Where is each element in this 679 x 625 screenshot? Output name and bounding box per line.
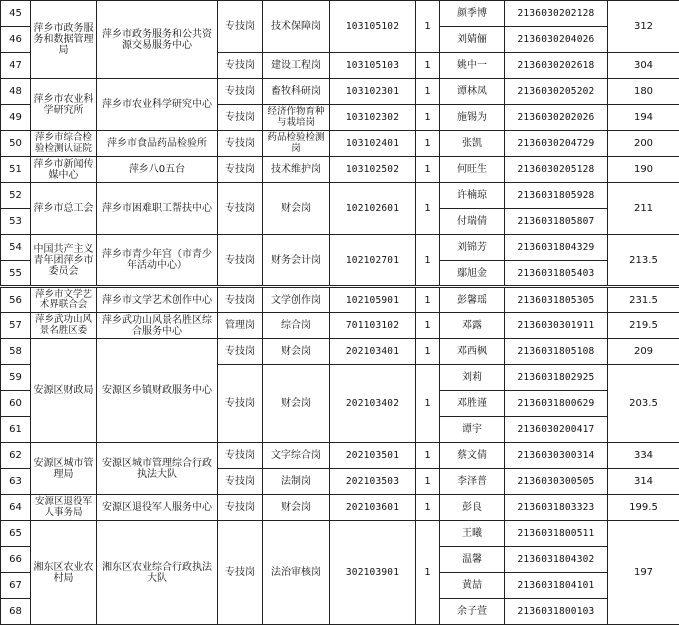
name-cell: 谭林凤 [440, 79, 505, 105]
score-cell: 200 [608, 131, 679, 157]
post-code-cell: 202103501 [330, 443, 416, 469]
hire-count-cell: 1 [416, 339, 440, 365]
post-type-cell: 专技岗 [218, 235, 263, 287]
score-cell: 197 [608, 521, 679, 625]
score-cell: 219.5 [608, 313, 679, 339]
table-row [1, 79, 679, 105]
seq-cell: 46 [1, 27, 31, 53]
table-row [1, 183, 679, 209]
unit-cell: 萍乡市农业科学研究中心 [97, 79, 218, 131]
exam-id-cell: 2136031802925 [505, 365, 608, 391]
score-cell: 231.5 [608, 287, 679, 313]
name-cell: 刘锦芳 [440, 235, 505, 261]
exam-id-cell: 2136031804329 [505, 235, 608, 261]
hire-count-cell: 1 [416, 287, 440, 313]
score-cell: 180 [608, 79, 679, 105]
hire-count-cell: 1 [416, 521, 440, 625]
exam-id-cell: 2136030204026 [505, 27, 608, 53]
seq-cell: 65 [1, 521, 31, 547]
hire-count-cell: 1 [416, 235, 440, 287]
post-name-cell: 技术维护岗 [263, 157, 330, 183]
seq-cell: 52 [1, 183, 31, 209]
post-code-cell: 102102701 [330, 235, 416, 287]
seq-cell: 53 [1, 209, 31, 235]
post-code-cell: 102102601 [330, 183, 416, 235]
seq-cell: 58 [1, 339, 31, 365]
unit-cell: 安源区城市管理综合行政执法大队 [97, 443, 218, 495]
post-type-cell: 专技岗 [218, 469, 263, 495]
seq-cell: 61 [1, 417, 31, 443]
table-row [1, 1, 679, 27]
post-name-cell: 药品检验检测岗 [263, 131, 330, 157]
score-cell: 213.5 [608, 235, 679, 287]
table-row [1, 521, 679, 547]
unit-cell: 安源区退役军人服务中心 [97, 495, 218, 521]
exam-id-cell: 2136030205128 [505, 157, 608, 183]
post-name-cell: 文学创作岗 [263, 287, 330, 313]
post-name-cell: 综合岗 [263, 313, 330, 339]
post-type-cell: 专技岗 [218, 131, 263, 157]
hire-count-cell: 1 [416, 79, 440, 105]
name-cell: 付瑞倩 [440, 209, 505, 235]
name-cell: 彭良 [440, 495, 505, 521]
table-row [1, 287, 679, 313]
department-cell: 萍乡市综合检验检测认证院 [31, 131, 97, 157]
seq-cell: 67 [1, 573, 31, 599]
post-code-cell: 103105103 [330, 53, 416, 79]
unit-cell: 萍乡武功山风景名胜区综合服务中心 [97, 313, 218, 339]
hire-count-cell: 1 [416, 1, 440, 53]
post-type-cell: 专技岗 [218, 79, 263, 105]
hire-count-cell: 1 [416, 183, 440, 235]
seq-cell: 64 [1, 495, 31, 521]
seq-cell: 54 [1, 235, 31, 261]
post-name-cell: 财会岗 [263, 339, 330, 365]
department-cell: 中国共产主义青年团萍乡市委员会 [31, 235, 97, 287]
name-cell: 黄喆 [440, 573, 505, 599]
score-cell: 199.5 [608, 495, 679, 521]
unit-cell: 安源区乡镇财政服务中心 [97, 339, 218, 443]
post-name-cell: 财会岗 [263, 495, 330, 521]
name-cell: 许楠琼 [440, 183, 505, 209]
name-cell: 蔡文倩 [440, 443, 505, 469]
name-cell: 姚中一 [440, 53, 505, 79]
exam-id-cell: 2136030300505 [505, 469, 608, 495]
table-row [1, 339, 679, 365]
exam-id-cell: 2136031805403 [505, 261, 608, 287]
seq-cell: 56 [1, 287, 31, 313]
exam-id-cell: 2136030202128 [505, 1, 608, 27]
post-type-cell: 管理岗 [218, 313, 263, 339]
post-name-cell: 财务会计岗 [263, 235, 330, 287]
exam-id-cell: 2136031804302 [505, 547, 608, 573]
name-cell: 何旺生 [440, 157, 505, 183]
exam-id-cell: 2136031803323 [505, 495, 608, 521]
post-code-cell: 202103402 [330, 365, 416, 443]
post-name-cell: 技术保障岗 [263, 1, 330, 53]
hire-count-cell: 1 [416, 131, 440, 157]
exam-id-cell: 2136030300314 [505, 443, 608, 469]
name-cell: 邓胜谨 [440, 391, 505, 417]
post-code-cell: 103102502 [330, 157, 416, 183]
department-cell: 萍乡市新闻传媒中心 [31, 157, 97, 183]
post-code-cell: 103102302 [330, 105, 416, 131]
exam-id-cell: 2136031805305 [505, 287, 608, 313]
score-cell: 334 [608, 443, 679, 469]
name-cell: 谭宇 [440, 417, 505, 443]
exam-id-cell: 2136030202026 [505, 105, 608, 131]
table-row [1, 443, 679, 469]
post-code-cell: 103102401 [330, 131, 416, 157]
score-cell: 190 [608, 157, 679, 183]
name-cell: 刘莉 [440, 365, 505, 391]
department-cell: 湘东区农业农村局 [31, 521, 97, 625]
unit-cell: 萍乡市政务服务和公共资源交易服务中心 [97, 1, 218, 79]
name-cell: 施锡为 [440, 105, 505, 131]
name-cell: 彭馨瑶 [440, 287, 505, 313]
name-cell: 邓西枫 [440, 339, 505, 365]
score-cell: 209 [608, 339, 679, 365]
post-code-cell: 102105901 [330, 287, 416, 313]
name-cell: 王曦 [440, 521, 505, 547]
seq-cell: 63 [1, 469, 31, 495]
department-cell: 安源区城市管理局 [31, 443, 97, 495]
name-cell: 刘婧俪 [440, 27, 505, 53]
department-cell: 萍乡武功山风景名胜区委 [31, 313, 97, 339]
hire-count-cell: 1 [416, 365, 440, 443]
post-type-cell: 专技岗 [218, 339, 263, 365]
post-type-cell: 专技岗 [218, 287, 263, 313]
unit-cell: 萍乡市青少年宫（市青少年活动中心） [97, 235, 218, 287]
exam-id-cell: 2136031805807 [505, 209, 608, 235]
unit-cell: 湘东区农业综合行政执法大队 [97, 521, 218, 625]
post-type-cell: 专技岗 [218, 157, 263, 183]
seq-cell: 55 [1, 261, 31, 287]
name-cell: 鄢旭金 [440, 261, 505, 287]
post-code-cell: 202103401 [330, 339, 416, 365]
seq-cell: 51 [1, 157, 31, 183]
name-cell: 张凯 [440, 131, 505, 157]
seq-cell: 47 [1, 53, 31, 79]
post-code-cell: 202103503 [330, 469, 416, 495]
exam-id-cell: 2136030204729 [505, 131, 608, 157]
department-cell: 萍乡市农业科学研究所 [31, 79, 97, 131]
score-cell: 312 [608, 1, 679, 53]
post-name-cell: 法治审核岗 [263, 521, 330, 625]
seq-cell: 50 [1, 131, 31, 157]
hire-count-cell: 1 [416, 443, 440, 469]
exam-id-cell: 2136030200417 [505, 417, 608, 443]
exam-id-cell: 2136031804101 [505, 573, 608, 599]
seq-cell: 45 [1, 1, 31, 27]
post-code-cell: 103102301 [330, 79, 416, 105]
hire-count-cell: 1 [416, 469, 440, 495]
score-cell: 203.5 [608, 365, 679, 443]
hire-count-cell: 1 [416, 495, 440, 521]
unit-cell: 萍乡市食品药品检验所 [97, 131, 218, 157]
post-type-cell: 专技岗 [218, 365, 263, 443]
post-name-cell: 财会岗 [263, 183, 330, 235]
seq-cell: 66 [1, 547, 31, 573]
exam-id-cell: 2136030301911 [505, 313, 608, 339]
table-row [1, 235, 679, 261]
department-cell: 萍乡市文学艺术界联合会 [31, 287, 97, 313]
exam-id-cell: 2136031800103 [505, 599, 608, 625]
hire-count-cell: 1 [416, 105, 440, 131]
name-cell: 余子萱 [440, 599, 505, 625]
post-code-cell: 202103601 [330, 495, 416, 521]
hire-count-cell: 1 [416, 53, 440, 79]
exam-id-cell: 2136031800629 [505, 391, 608, 417]
post-type-cell: 专技岗 [218, 521, 263, 625]
seq-cell: 49 [1, 105, 31, 131]
post-type-cell: 专技岗 [218, 183, 263, 235]
exam-id-cell: 2136030202618 [505, 53, 608, 79]
seq-cell: 57 [1, 313, 31, 339]
post-code-cell: 701103102 [330, 313, 416, 339]
exam-id-cell: 2136031805108 [505, 339, 608, 365]
name-cell: 邓露 [440, 313, 505, 339]
score-cell: 194 [608, 105, 679, 131]
post-type-cell: 专技岗 [218, 1, 263, 53]
post-name-cell: 文字综合岗 [263, 443, 330, 469]
post-name-cell: 畜牧科研岗 [263, 79, 330, 105]
exam-id-cell: 2136031800511 [505, 521, 608, 547]
name-cell: 李泽普 [440, 469, 505, 495]
table-row [1, 313, 679, 339]
department-cell: 安源区退役军人事务局 [31, 495, 97, 521]
post-name-cell: 经济作物育种与栽培岗 [263, 105, 330, 131]
seq-cell: 62 [1, 443, 31, 469]
post-name-cell: 法制岗 [263, 469, 330, 495]
table-row [1, 495, 679, 521]
seq-cell: 60 [1, 391, 31, 417]
score-cell: 314 [608, 469, 679, 495]
table-row [1, 131, 679, 157]
post-code-cell: 302103901 [330, 521, 416, 625]
post-type-cell: 专技岗 [218, 105, 263, 131]
unit-cell: 萍乡八0五台 [97, 157, 218, 183]
post-name-cell: 建设工程岗 [263, 53, 330, 79]
seq-cell: 68 [1, 599, 31, 625]
department-cell: 安源区财政局 [31, 339, 97, 443]
name-cell: 温馨 [440, 547, 505, 573]
post-type-cell: 专技岗 [218, 53, 263, 79]
seq-cell: 59 [1, 365, 31, 391]
department-cell: 萍乡市总工会 [31, 183, 97, 235]
unit-cell: 萍乡市困难职工帮扶中心 [97, 183, 218, 235]
table-row [1, 157, 679, 183]
score-cell: 304 [608, 53, 679, 79]
department-cell: 萍乡市政务服务和数据管理局 [31, 1, 97, 79]
hire-count-cell: 1 [416, 157, 440, 183]
name-cell: 颜季博 [440, 1, 505, 27]
post-type-cell: 专技岗 [218, 495, 263, 521]
exam-id-cell: 2136031805928 [505, 183, 608, 209]
post-name-cell: 财会岗 [263, 365, 330, 443]
score-cell: 211 [608, 183, 679, 235]
seq-cell: 48 [1, 79, 31, 105]
exam-id-cell: 2136030205202 [505, 79, 608, 105]
unit-cell: 萍乡市文学艺术创作中心 [97, 287, 218, 313]
post-type-cell: 专技岗 [218, 443, 263, 469]
hire-count-cell: 1 [416, 313, 440, 339]
post-code-cell: 103105102 [330, 1, 416, 53]
